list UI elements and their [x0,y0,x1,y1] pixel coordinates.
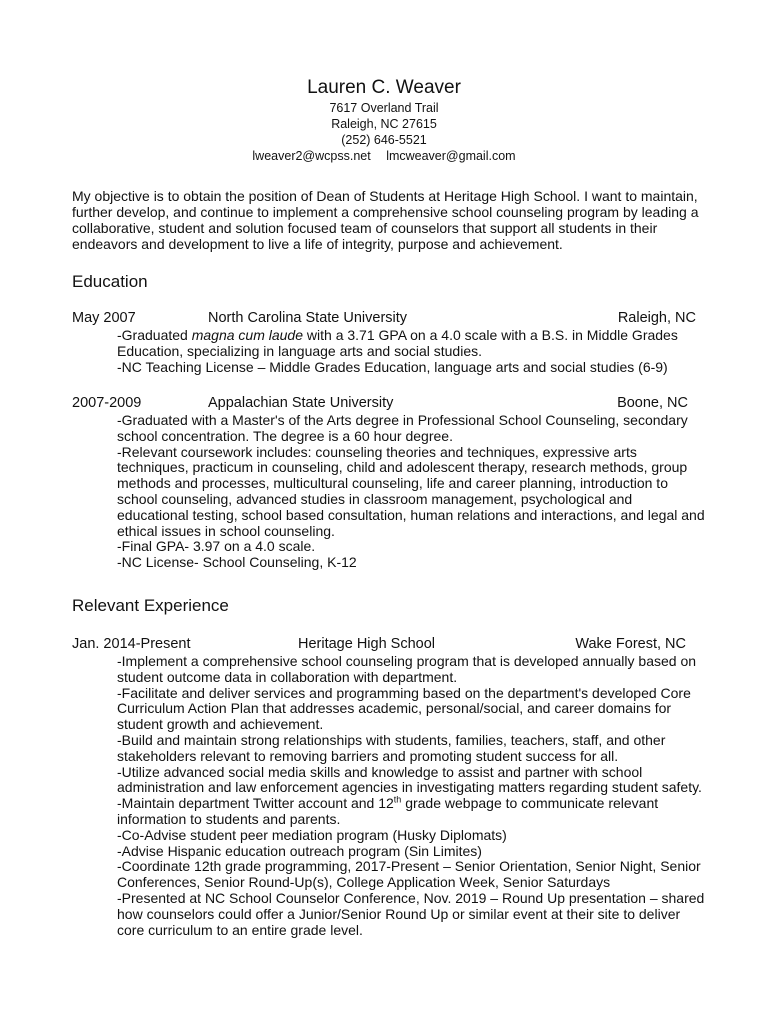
list-item: -NC Teaching License – Middle Grades Education, language arts and social studies (6-9) [117,358,668,375]
candidate-name: Lauren C. Weaver [307,77,461,98]
city-state-zip: Raleigh, NC 27615 [331,117,437,131]
phone-number: (252) 646-5521 [341,133,427,147]
education-heading: Education [72,272,148,291]
objective-statement: My objective is to obtain the position of Dean of Students at Heritage High School. I want to maintain, further develop, and continue to implement a comprehensive school counseling program by leading a collaborative, student and solution focused team of counselors that support all students in their endeavors and development to live a life of integrity, purpose and achievement. [72,188,699,252]
list-item: -Relevant coursework includes: counseling theories and techniques, expressive arts techniques, practicum in counseling, child and adolescent therapy, research methods, group methods and processes, multicultural counseling, life and career planning, introduction to school counseling, advanced studies in classroom management, psychological and educational testing, school based consultation, human relations and interactions, and legal and ethical issues in school counseling. [117,443,705,539]
list-item: -Facilitate and deliver services and programming based on the department's developed Core Curriculum Action Plan that addresses academic, personal/social, and career domains for student growth and achievement. [117,684,691,733]
list-item: -Advise Hispanic education outreach program (Sin Limites) [117,842,482,859]
resume-header [0,76,768,164]
entry-date: Jan. 2014-Present [72,636,191,652]
list-item: -Presented at NC School Counselor Conference, Nov. 2019 – Round Up presentation – shared how counselors could offer a Junior/Senior Round Up or similar event at their site to deliver core curriculum to an entire grade level. [117,889,705,938]
list-item: -Final GPA- 3.97 on a 4.0 scale. [117,538,316,555]
list-item: -Graduated magna cum laude with a 3.71 GPA on a 4.0 scale with a B.S. in Middle Grades Education, specializing in language arts and social studies. [117,327,678,359]
list-item: -Implement a comprehensive school counseling program that is developed annually based on student outcome data in collaboration with department. [117,653,697,685]
education-entry-1-bullets [117,328,707,375]
entry-institution: Appalachian State University [208,395,394,411]
list-item: -Graduated with a Master's of the Arts degree in Professional School Counseling, secondary school concentration. The degree is a 60 hour degree. [117,412,688,444]
entry-institution: Heritage High School [298,636,436,652]
list-item: -Co-Advise student peer mediation program (Husky Diplomats) [117,826,507,843]
street-address: 7617 Overland Trail [329,101,439,115]
experience-heading: Relevant Experience [72,596,229,615]
education-entry-2-bullets [117,413,707,571]
entry-location: Wake Forest, NC [575,636,686,652]
entry-date: 2007-2009 [72,395,142,411]
entry-institution: North Carolina State University [208,310,408,326]
list-item: -Utilize advanced social media skills and knowledge to assist and partner with school administration and law enforcement agencies in investigating matters regarding student safety. [117,763,702,796]
list-item: -Maintain department Twitter account and 12th grade webpage to communicate relevant information to students and parents. [117,794,659,827]
experience-entry-1-bullets [117,654,707,938]
entry-location: Raleigh, NC [617,310,696,326]
email-addresses [0,148,768,164]
entry-location: Boone, NC [617,395,688,411]
work-email: lweaver2@wcpss.net [252,149,371,163]
entry-date: May 2007 [72,310,136,326]
personal-email: lmcweaver@gmail.com [386,149,516,163]
list-item: -Build and maintain strong relationships with students, families, teachers, staff, and other stakeholders relevant to removing barriers and promoting student success for all. [117,731,666,764]
list-item: -Coordinate 12th grade programming, 2017-Present – Senior Orientation, Senior Night, Senior Conferences, Senior Round-Up(s), College Application Week, Senior Saturdays [117,858,701,891]
list-item: -NC License- School Counseling, K-12 [117,554,357,571]
